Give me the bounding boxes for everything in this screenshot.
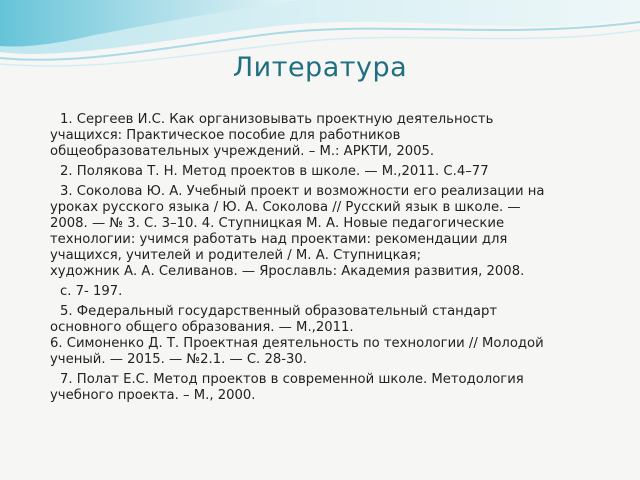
entry-line: технологии: учимся работать над проектами: рекомендации для: [50, 232, 508, 247]
entry-line: с. 7- 197.: [60, 284, 123, 299]
bibliography-list: [50, 112, 610, 408]
entry-line: 5. Федеральный государственный образовательный стандарт: [60, 304, 498, 319]
entry-line: основного общего образования. — М.,2011.: [50, 320, 354, 335]
entry-line: учащихся, учителей и родителей / М. А. Ступницкая;: [50, 248, 422, 263]
entry-line: уроках русского языка / Ю. А. Соколова // Русский язык в школе. —: [50, 200, 521, 215]
entry-line: 7. Полат Е.С. Метод проектов в современной школе. Методология: [60, 372, 524, 387]
page-title: Литература: [232, 52, 408, 83]
entry-line: 2008. — № 3. С. 3–10. 4. Ступницкая М. А. Новые педагогические: [50, 216, 505, 231]
entry-line: 2. Полякова Т. Н. Метод проектов в школе. — М.,2011. С.4–77: [60, 164, 489, 179]
bibliography-entry-2: [50, 164, 610, 180]
bibliography-entry-5-6: [50, 304, 610, 368]
bibliography-entry-pages: [50, 284, 610, 300]
entry-line: учащихся: Практическое пособие для работников: [50, 128, 401, 143]
entry-line: 6. Симоненко Д. Т. Проектная деятельность по технологии // Молодой: [50, 336, 544, 351]
entry-line: ученый. — 2015. — №2.1. — С. 28-30.: [50, 352, 307, 367]
bibliography-entry-1: [50, 112, 610, 160]
entry-line: общеобразовательных учреждений. – М.: АРКТИ, 2005.: [50, 144, 435, 159]
bibliography-entry-7: [50, 372, 610, 404]
entry-line: учебного проекта. – М., 2000.: [50, 388, 256, 403]
bibliography-entry-3: [50, 184, 610, 280]
entry-line: 3. Соколова Ю. А. Учебный проект и возможности его реализации на: [60, 184, 545, 199]
entry-line: 1. Сергеев И.С. Как организовывать проектную деятельность: [60, 112, 494, 127]
entry-line: художник А. А. Селиванов. — Ярославль: Академия развития, 2008.: [50, 264, 525, 279]
